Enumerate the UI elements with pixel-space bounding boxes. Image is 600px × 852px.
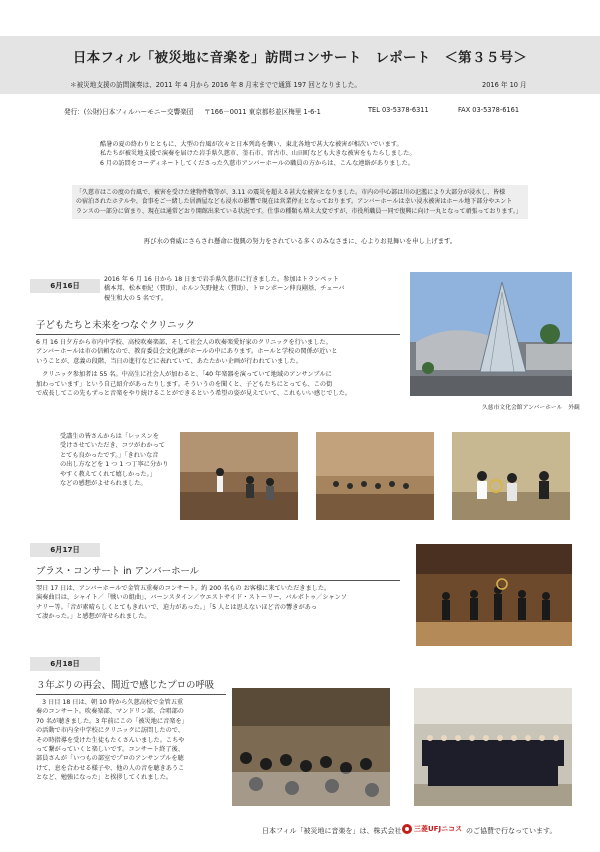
publisher-address: 〒166－0011 東京都杉並区梅里 1-6-1 [204,108,321,116]
body-line: 部員さんが「いつもの部室でプロのアンサンブルを聴 [36,755,184,763]
body-line: 奏のコンサート。吹奏楽部、マンドリン部、合唱部の [36,708,184,716]
section2-underline [36,580,400,581]
publisher-line [0,104,600,116]
publisher-org: 発行：(公財)日本フィルハーモニー交響楽団 [64,108,194,116]
brass-concert-photo [416,544,572,646]
body-line: 70 名が聴きました。3 年前にこの「被災地に音楽を」 [36,717,188,725]
summary-line: 榎生和大の 5 名です。 [104,294,168,302]
hall-photo-caption: 久慈市文化会館アンバーホール 外観 [482,405,580,411]
section2-heading: ブラス・コンサート in アンバーホール [36,566,200,577]
body-line: クリニック参加者は 55 名。中高生に社会人が加わると、「40 年楽器を演っていて地域のアンサンブルに [36,371,332,379]
hall-exterior-illustration [410,272,572,396]
section1-body [36,338,402,398]
section3-body [36,698,226,783]
closing-message: 再び水の脅威にさらされ懸命に復興の努力をされている多くのみなさまに、心よりお見舞いを申し上げます。 [143,237,457,245]
footer-suffix: のご協賛で行なっています。 [466,827,557,835]
body-line: アンバーホールは市の信頼なので、教育委員会文化課がホールの中にあります。ホールと学校の関係が近いと [36,348,338,356]
date-tag-0618: 6月18日 [30,657,100,671]
body-line: って繋がっていくと楽しいです。コンサート終了後、 [36,746,185,754]
body-line: その時指導を受けた生徒もたくさんいました。こちや [36,736,185,744]
footer-text: 日本フィル「被災地に音楽を」は、株式会社 [262,827,402,835]
clinic-feedback [60,432,178,488]
section3-underline [36,694,226,695]
visit-count-note: ＊被災地支援の訪問演奏は、2011 年 4 月から 2016 年 8 月末までで通算 197 回となりました。 [70,81,361,89]
body-line: 翌日 17 日は、アンバーホールで金管五重奏のコンサート。約 200 名もの お客様に来ていただきました。 [36,585,331,592]
section2-body [36,584,406,622]
feedback-line: 受けさせていただき、コツがわかって [60,442,165,450]
section1-summary [104,275,404,303]
sponsor-logo [402,824,462,834]
clinic-scene-3 [452,432,570,520]
body-line: て凄かった。」と感想が寄せられました。 [36,613,151,621]
clinic-scene-1 [180,432,298,520]
intro-line: 6 月の訪問をコーディネートしてくださった久慈市アンバーホールの職員の方からは、こんな連絡がありました。 [100,159,414,167]
school-concert-photo-1 [232,688,390,806]
body-line: 加わっています」という自己紹介があったりします。そういうのを聞くと、子どもたちにとっても、この街 [36,380,333,388]
publisher-tel: TEL 03-5378-6311 [368,106,429,114]
intro-line: 私たちが被災地支援で演奏を届けた岩手県久慈市、釜石市、宮古市、山田町なども大きな被害をもたらしました。 [100,150,416,158]
sponsor-logo-icon [402,824,412,834]
publisher-fax: FAX 03-5378-6161 [458,106,520,114]
section1-underline [36,334,400,335]
date-tag-0616: 6月16日 [30,279,100,293]
clinic-photo-3 [452,432,570,520]
quote-line: の宿泊されたホテルや、食事をご一緒した居酒屋なども浸水の影響で現在は営業停止となっております。アンバーホールは幸い浸水被害はホール地下部分やエント [76,198,513,206]
date-tag-0617: 6月17日 [30,543,100,557]
clinic-photo-2 [316,432,434,520]
section1-heading: 子どもたちと未来をつなぐクリニック [36,320,195,331]
page-title: 日本フィル「被災地に音楽を」訪問コンサート レポート ＜第３５号＞ [72,50,528,66]
quote-line: ランスの一部分に留まり、現在は通常どおり開館出来ている状況です。仕事の種類も増え大変ですが、市役所職員一同で復興に向け一丸となって頑張っております。」 [76,207,522,215]
clinic-scene-2 [316,432,434,520]
feedback-line: の出し方などを 1 つ 1 つ丁寧に分かり [60,461,169,469]
intro-line: 酷暑の夏の終わりとともに、大型の台風が次々と日本列島を襲い、東北各地で甚大な被害が相次いでいます。 [100,141,403,148]
feedback-line: などの感想がよせられました。 [60,480,147,488]
issue-date: 2016 年 10 月 [482,81,527,89]
body-line: の活動で市内全中学校にクリニックに訪問したので、 [36,727,185,735]
brass-concert-scene [416,544,572,646]
feedback-line: やすく教えてくれて嬉しかった。」 [60,470,156,478]
body-line: ナリー等。「音が素晴らしくとてもきれいで、迫力があった。」「5 人とは思えないほど音の響きがあっ [36,603,317,611]
school-concert-scene-1 [232,688,390,806]
body-line: となど、勉強になった」と挨拶してくれました。 [36,774,173,782]
quote-box [72,185,528,219]
summary-line: 2016 年 6 月 16 日から 18 日まで岩手県久慈市に行きました。参加はトランペット [104,276,339,283]
body-line: で成長してこの先もずっと音楽をやり続けることができるという希望の姿が見えていて、これもいい感じでした。 [36,390,352,398]
section3-heading: ３年ぶりの再会、間近で感じたプロの呼吸 [36,680,215,691]
body-line: 演奏曲目は、シャイト／「戦いの組曲」、バーンスタイン／ウエストサイド・ストーリー、バルボトゥ／シャンソ [36,594,347,602]
intro-text [100,140,500,168]
body-line: けて、息を合わせる様子や、他の人の音を聴きあうこ [36,764,185,772]
body-line: いうことが、意義の段階、当日の進行などに表れていて、あたたかい企画が行われていました。 [36,357,302,365]
quote-line: 「久慈市はこの度の台風で、被害を受けた建物件数等が、3.11 の震災を超える甚大な被害となりました。市内の中心部は川の氾濫により大部分が浸水し、皆様 [76,189,506,196]
body-line: 3 日目 18 日は、朝 10 時から久慈高校で金管五重 [36,699,184,706]
feedback-line: 受講生の皆さんからは「レッスンを [60,433,159,440]
sponsor-name: 三菱UFJニコス [414,825,463,833]
feedback-line: とても良かったです。」「きれいな音 [60,451,159,459]
body-line: 6 月 16 日夕方から市内中学校、高校吹奏楽部、そして社会人の吹奏楽愛好家のクリニックを行いました。 [36,339,332,346]
school-concert-photo-2 [414,688,572,806]
school-group-scene [414,688,572,806]
hall-exterior-photo [410,272,572,396]
clinic-photo-1 [180,432,298,520]
summary-line: 橋本邦、松本亜紀（賛助）、ホルン矢野健太（賛助）、トロンボーン伸良剛基、チューバ [104,285,345,293]
